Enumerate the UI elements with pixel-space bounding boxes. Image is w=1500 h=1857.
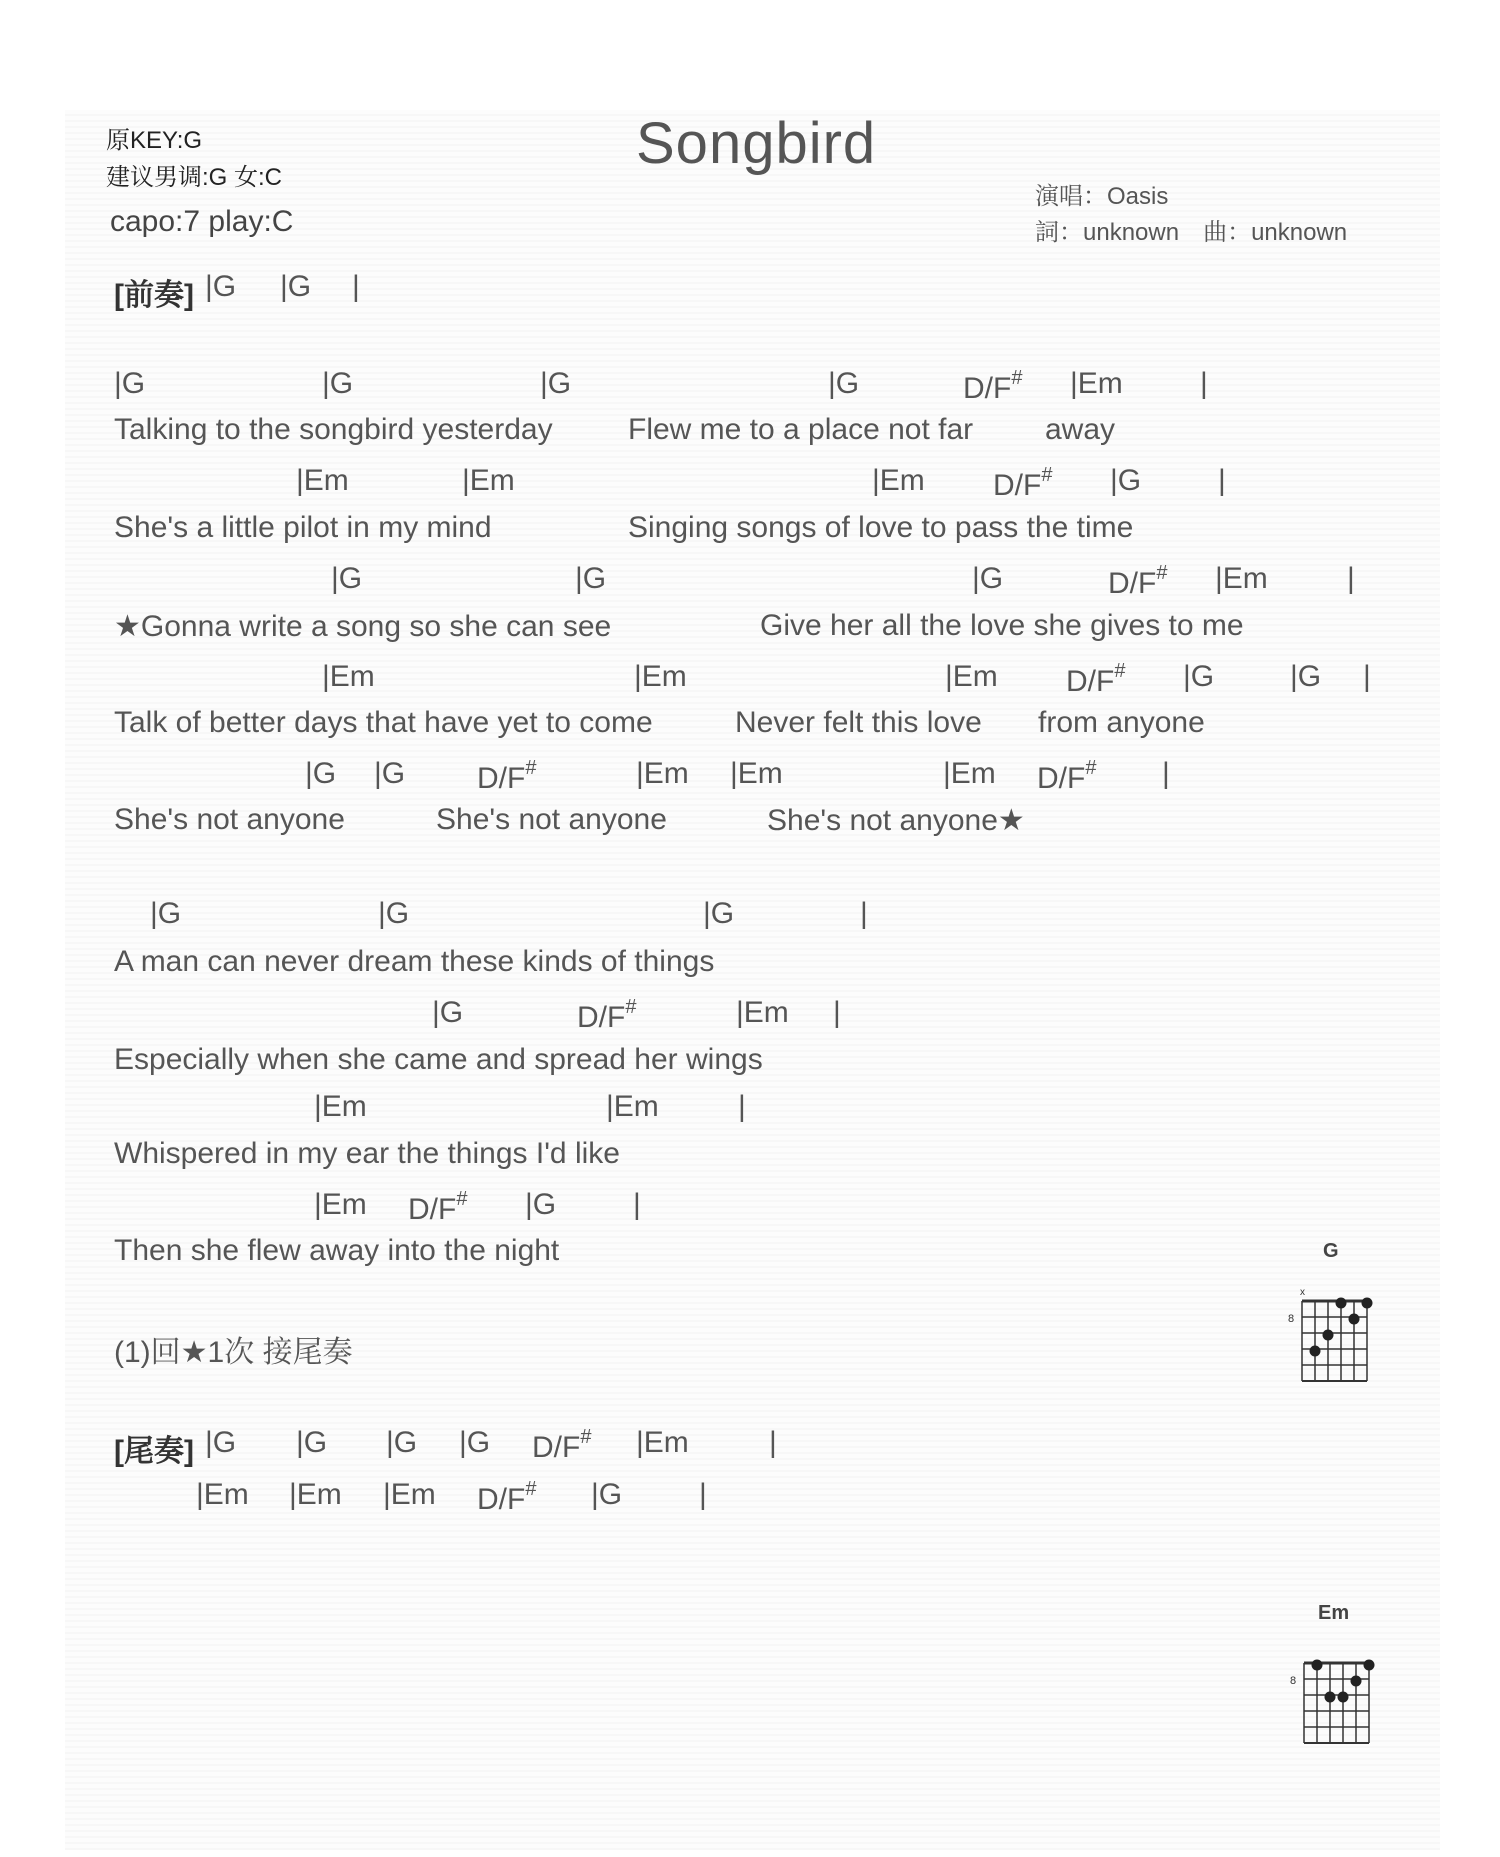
chord: |Em [196, 1478, 249, 1511]
chord: D/F# [477, 757, 537, 795]
lyric-line: ★Gonna write a song so she can see [114, 610, 612, 643]
bar-line: | [1218, 464, 1226, 497]
chord: |G [1290, 660, 1322, 693]
chord: D/F# [408, 1188, 468, 1226]
chord: |Em [943, 757, 996, 790]
chord: |G [296, 1426, 328, 1459]
chord: |G [280, 270, 312, 303]
chord: |G [322, 367, 354, 400]
bar-line: | [1363, 660, 1371, 693]
chord: |G [972, 562, 1004, 595]
chord: |G [432, 996, 464, 1029]
chord: |Em [1215, 562, 1268, 595]
chord: |G [575, 562, 607, 595]
svg-text:8: 8 [1287, 1313, 1295, 1325]
bar-line: | [699, 1478, 707, 1511]
chord: |G [150, 897, 182, 930]
intro-label: [前奏] [114, 279, 194, 312]
bar-line: | [1347, 562, 1355, 595]
chord: D/F# [993, 464, 1053, 502]
lyric-line: from anyone [1038, 706, 1205, 739]
chord: |G [331, 562, 363, 595]
chord: |G [703, 897, 735, 930]
original-key: 原KEY:G [106, 127, 203, 154]
song-title: Songbird [636, 111, 877, 176]
chord: D/F# [1108, 562, 1168, 600]
chord: |Em [322, 660, 375, 693]
chord: |Em [606, 1090, 659, 1123]
svg-text:x: x [1299, 1287, 1305, 1298]
chord: |G [1183, 660, 1215, 693]
lyric-line: A man can never dream these kinds of things [114, 945, 715, 978]
lyric-line: Flew me to a place not far [628, 413, 974, 446]
chord: |G [378, 897, 410, 930]
capo-info: capo:7 play:C [110, 205, 294, 238]
chord: |G [525, 1188, 557, 1221]
g-chord-diagram-icon [1287, 1286, 1387, 1386]
chord: |G [114, 367, 146, 400]
lyric-line: She's not anyone [436, 803, 667, 836]
chord: |Em [945, 660, 998, 693]
chord: |G [540, 367, 572, 400]
lyric-line: away [1045, 413, 1116, 446]
chord-diagram-em [1280, 1630, 1389, 1753]
lyric-line: She's not anyone★ [767, 804, 1025, 837]
chord: |Em [736, 996, 789, 1029]
lyric-line: Singing songs of love to pass the time [628, 511, 1134, 544]
sheet-background [65, 110, 1440, 1850]
chord: |Em [872, 464, 925, 497]
singer-credit: 演唱：Oasis [1035, 183, 1169, 210]
chord: |G [591, 1478, 623, 1511]
chord: |Em [634, 660, 687, 693]
chord: D/F# [963, 367, 1023, 405]
chord: |G [1110, 464, 1142, 497]
repeat-note: (1)回★1次 接尾奏 [114, 1336, 353, 1369]
bar-line: | [1200, 367, 1208, 400]
chord: |G [828, 367, 860, 400]
chord: D/F# [532, 1426, 592, 1464]
bar-line: | [1162, 757, 1170, 790]
chord: |Em [383, 1478, 436, 1511]
chord: |Em [730, 757, 783, 790]
chord: |Em [296, 464, 349, 497]
lyric-line: Especially when she came and spread her wings [114, 1043, 763, 1076]
chord: D/F# [577, 996, 637, 1034]
svg-text:8: 8 [1289, 1675, 1297, 1687]
bar-line: | [860, 897, 868, 930]
lyric-line: Talking to the songbird yesterday [114, 413, 553, 446]
bar-line: | [352, 270, 360, 303]
chord: |Em [636, 1426, 689, 1459]
chord-diagram-g [1278, 1268, 1387, 1391]
chord: |Em [289, 1478, 342, 1511]
lyric-line: Talk of better days that have yet to come [114, 706, 653, 739]
lyric-line: Never felt this love [735, 706, 982, 739]
chord: |G [386, 1426, 418, 1459]
chord: D/F# [477, 1478, 537, 1516]
bar-line: | [738, 1090, 746, 1123]
chord: |G [205, 270, 237, 303]
bar-line: | [833, 996, 841, 1029]
lyric-line: Whispered in my ear the things I'd like [114, 1137, 620, 1170]
writer-credit: 詞：unknown 曲：unknown [1035, 219, 1348, 246]
outro-label: [尾奏] [114, 1435, 194, 1468]
lyric-line: She's not anyone [114, 803, 345, 836]
chord: |Em [636, 757, 689, 790]
chord: D/F# [1037, 757, 1097, 795]
em-chord-diagram-icon [1289, 1648, 1389, 1748]
bar-line: | [633, 1188, 641, 1221]
chord: |Em [314, 1090, 367, 1123]
bar-line: | [769, 1426, 777, 1459]
chord: |G [205, 1426, 237, 1459]
chord: |Em [314, 1188, 367, 1221]
chord: |G [374, 757, 406, 790]
lyric-line: Give her all the love she gives to me [760, 609, 1244, 642]
lyric-line: She's a little pilot in my mind [114, 511, 492, 544]
chord: D/F# [1066, 660, 1126, 698]
chord-diagram-name: Em [1318, 1602, 1350, 1624]
chord-diagram-name: G [1323, 1240, 1339, 1262]
lyric-line: Then she flew away into the night [114, 1234, 560, 1267]
chord: |G [305, 757, 337, 790]
suggested-key: 建议男调:G 女:C [106, 164, 283, 191]
chord: |Em [1070, 367, 1123, 400]
chord: |G [459, 1426, 491, 1459]
chord: |Em [462, 464, 515, 497]
